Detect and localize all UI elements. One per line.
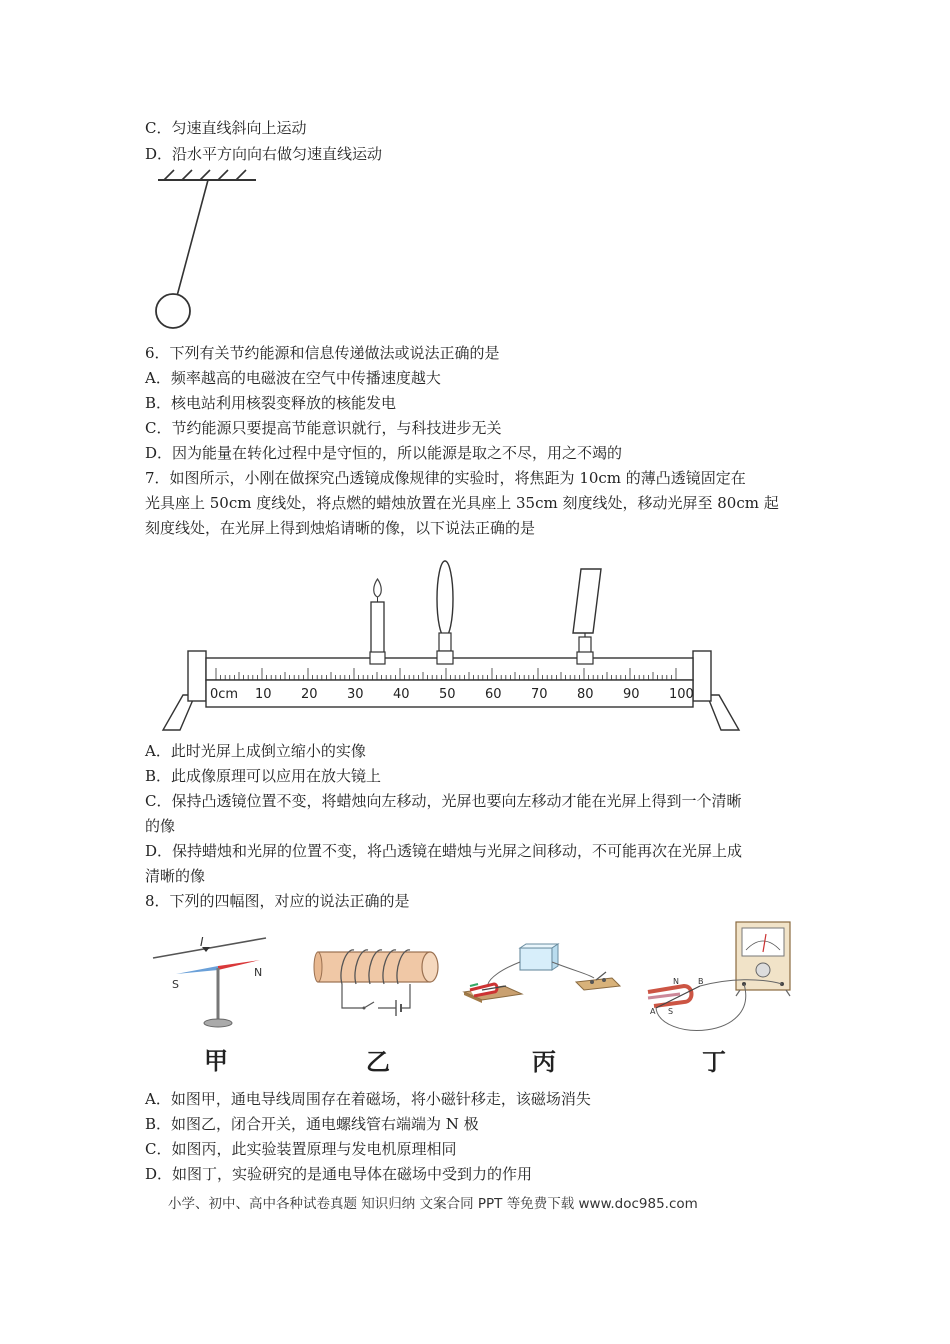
- q7-stem-line-1: 7．如图所示，小刚在做探究凸透镜成像规律的实验时，将焦距为 10cm 的薄凸透镜固定在: [145, 469, 746, 487]
- candle: [370, 579, 385, 664]
- q8-option-d: D．如图丁，实验研究的是通电导体在磁场中受到力的作用: [145, 1165, 533, 1183]
- optical-bench-figure: [155, 555, 745, 733]
- q7-option-c-line-2: 的像: [145, 817, 176, 835]
- label-bing: 丙: [532, 1048, 556, 1076]
- ruler-tick-label: 70: [531, 687, 548, 702]
- q5-option-c: C．匀速直线斜向上运动: [145, 119, 307, 137]
- ruler-tick-label: 100: [669, 687, 694, 702]
- q6-option-c: C．节约能源只要提高节能意识就行，与科技进步无关: [145, 419, 502, 437]
- q6-option-a: A．频率越高的电磁波在空气中传播速度越大: [145, 369, 441, 387]
- ruler-tick-label: 80: [577, 687, 594, 702]
- q7-option-d-line-1: D．保持蜡烛和光屏的位置不变，将凸透镜在蜡烛与光屏之间移动，不可能再次在光屏上成: [145, 842, 743, 860]
- q7-stem-line-2: 光具座上 50cm 度线处，将点燃的蜡烛放置在光具座上 35cm 刻度线处，移动光屏至 80cm 起: [145, 494, 779, 512]
- figure-ding: [640, 918, 800, 1077]
- light-screen: [573, 569, 601, 664]
- q8-stem: 8．下列的四幅图，对应的说法正确的是: [145, 892, 410, 910]
- q7-option-a: A．此时光屏上成倒立缩小的实像: [145, 742, 366, 760]
- ruler-tick-label: 60: [485, 687, 502, 702]
- figure-yi: [312, 940, 452, 1077]
- label-yi: 乙: [366, 1048, 390, 1076]
- q8-option-c: C．如图丙，此实验装置原理与发电机原理相同: [145, 1140, 457, 1158]
- pendulum-figure: [150, 168, 260, 333]
- q6-option-b: B．核电站利用核裂变释放的核能发电: [145, 394, 397, 412]
- ruler-tick-label: 40: [393, 687, 410, 702]
- label-ding: 丁: [702, 1048, 726, 1076]
- q7-stem-line-3: 刻度线处，在光屏上得到烛焰请晰的像，以下说法正确的是: [145, 519, 536, 537]
- q7-option-c-line-1: C．保持凸透镜位置不变，将蜡烛向左移动，光屏也要向左移动才能在光屏上得到一个清晰: [145, 792, 742, 810]
- q6-option-d: D．因为能量在转化过程中是守恒的，所以能源是取之不尽，用之不竭的: [145, 444, 623, 462]
- q7-option-b: B．此成像原理可以应用在放大镜上: [145, 767, 382, 785]
- q8-option-a: A．如图甲，通电导线周围存在着磁场，将小磁针移走，该磁场消失: [145, 1090, 591, 1108]
- magnet-s-label: S: [668, 1007, 674, 1016]
- q8-option-b: B．如图乙，闭合开关，通电螺线管右端端为 N 极: [145, 1115, 479, 1133]
- ruler-tick-label: 20: [301, 687, 318, 702]
- ruler-tick-label: 30: [347, 687, 364, 702]
- ruler-tick-label: 0cm: [210, 687, 239, 702]
- north-label: N: [254, 966, 263, 979]
- magnet-n-label: N: [673, 977, 679, 986]
- convex-lens: [437, 561, 453, 664]
- q5-option-d: D．沿水平方向向右做匀速直线运动: [145, 145, 383, 163]
- page-footer: 小学、初中、高中各种试卷真题 知识归纳 文案合同 PPT 等免费下载 www.doc985.com: [168, 1196, 698, 1212]
- south-label: S: [172, 978, 179, 991]
- point-a-label: A: [650, 1007, 656, 1016]
- q7-option-d-line-2: 清晰的像: [145, 867, 206, 885]
- label-jia: 甲: [204, 1047, 228, 1075]
- q6-stem: 6．下列有关节约能源和信息传递做法或说法正确的是: [145, 344, 500, 362]
- point-b-label: B: [698, 977, 704, 986]
- figure-jia: [150, 932, 280, 1077]
- current-label: I: [200, 935, 204, 949]
- figure-bing: [460, 940, 625, 1077]
- ruler-tick-label: 50: [439, 687, 456, 702]
- ruler-tick-label: 90: [623, 687, 640, 702]
- ruler-tick-label: 10: [255, 687, 272, 702]
